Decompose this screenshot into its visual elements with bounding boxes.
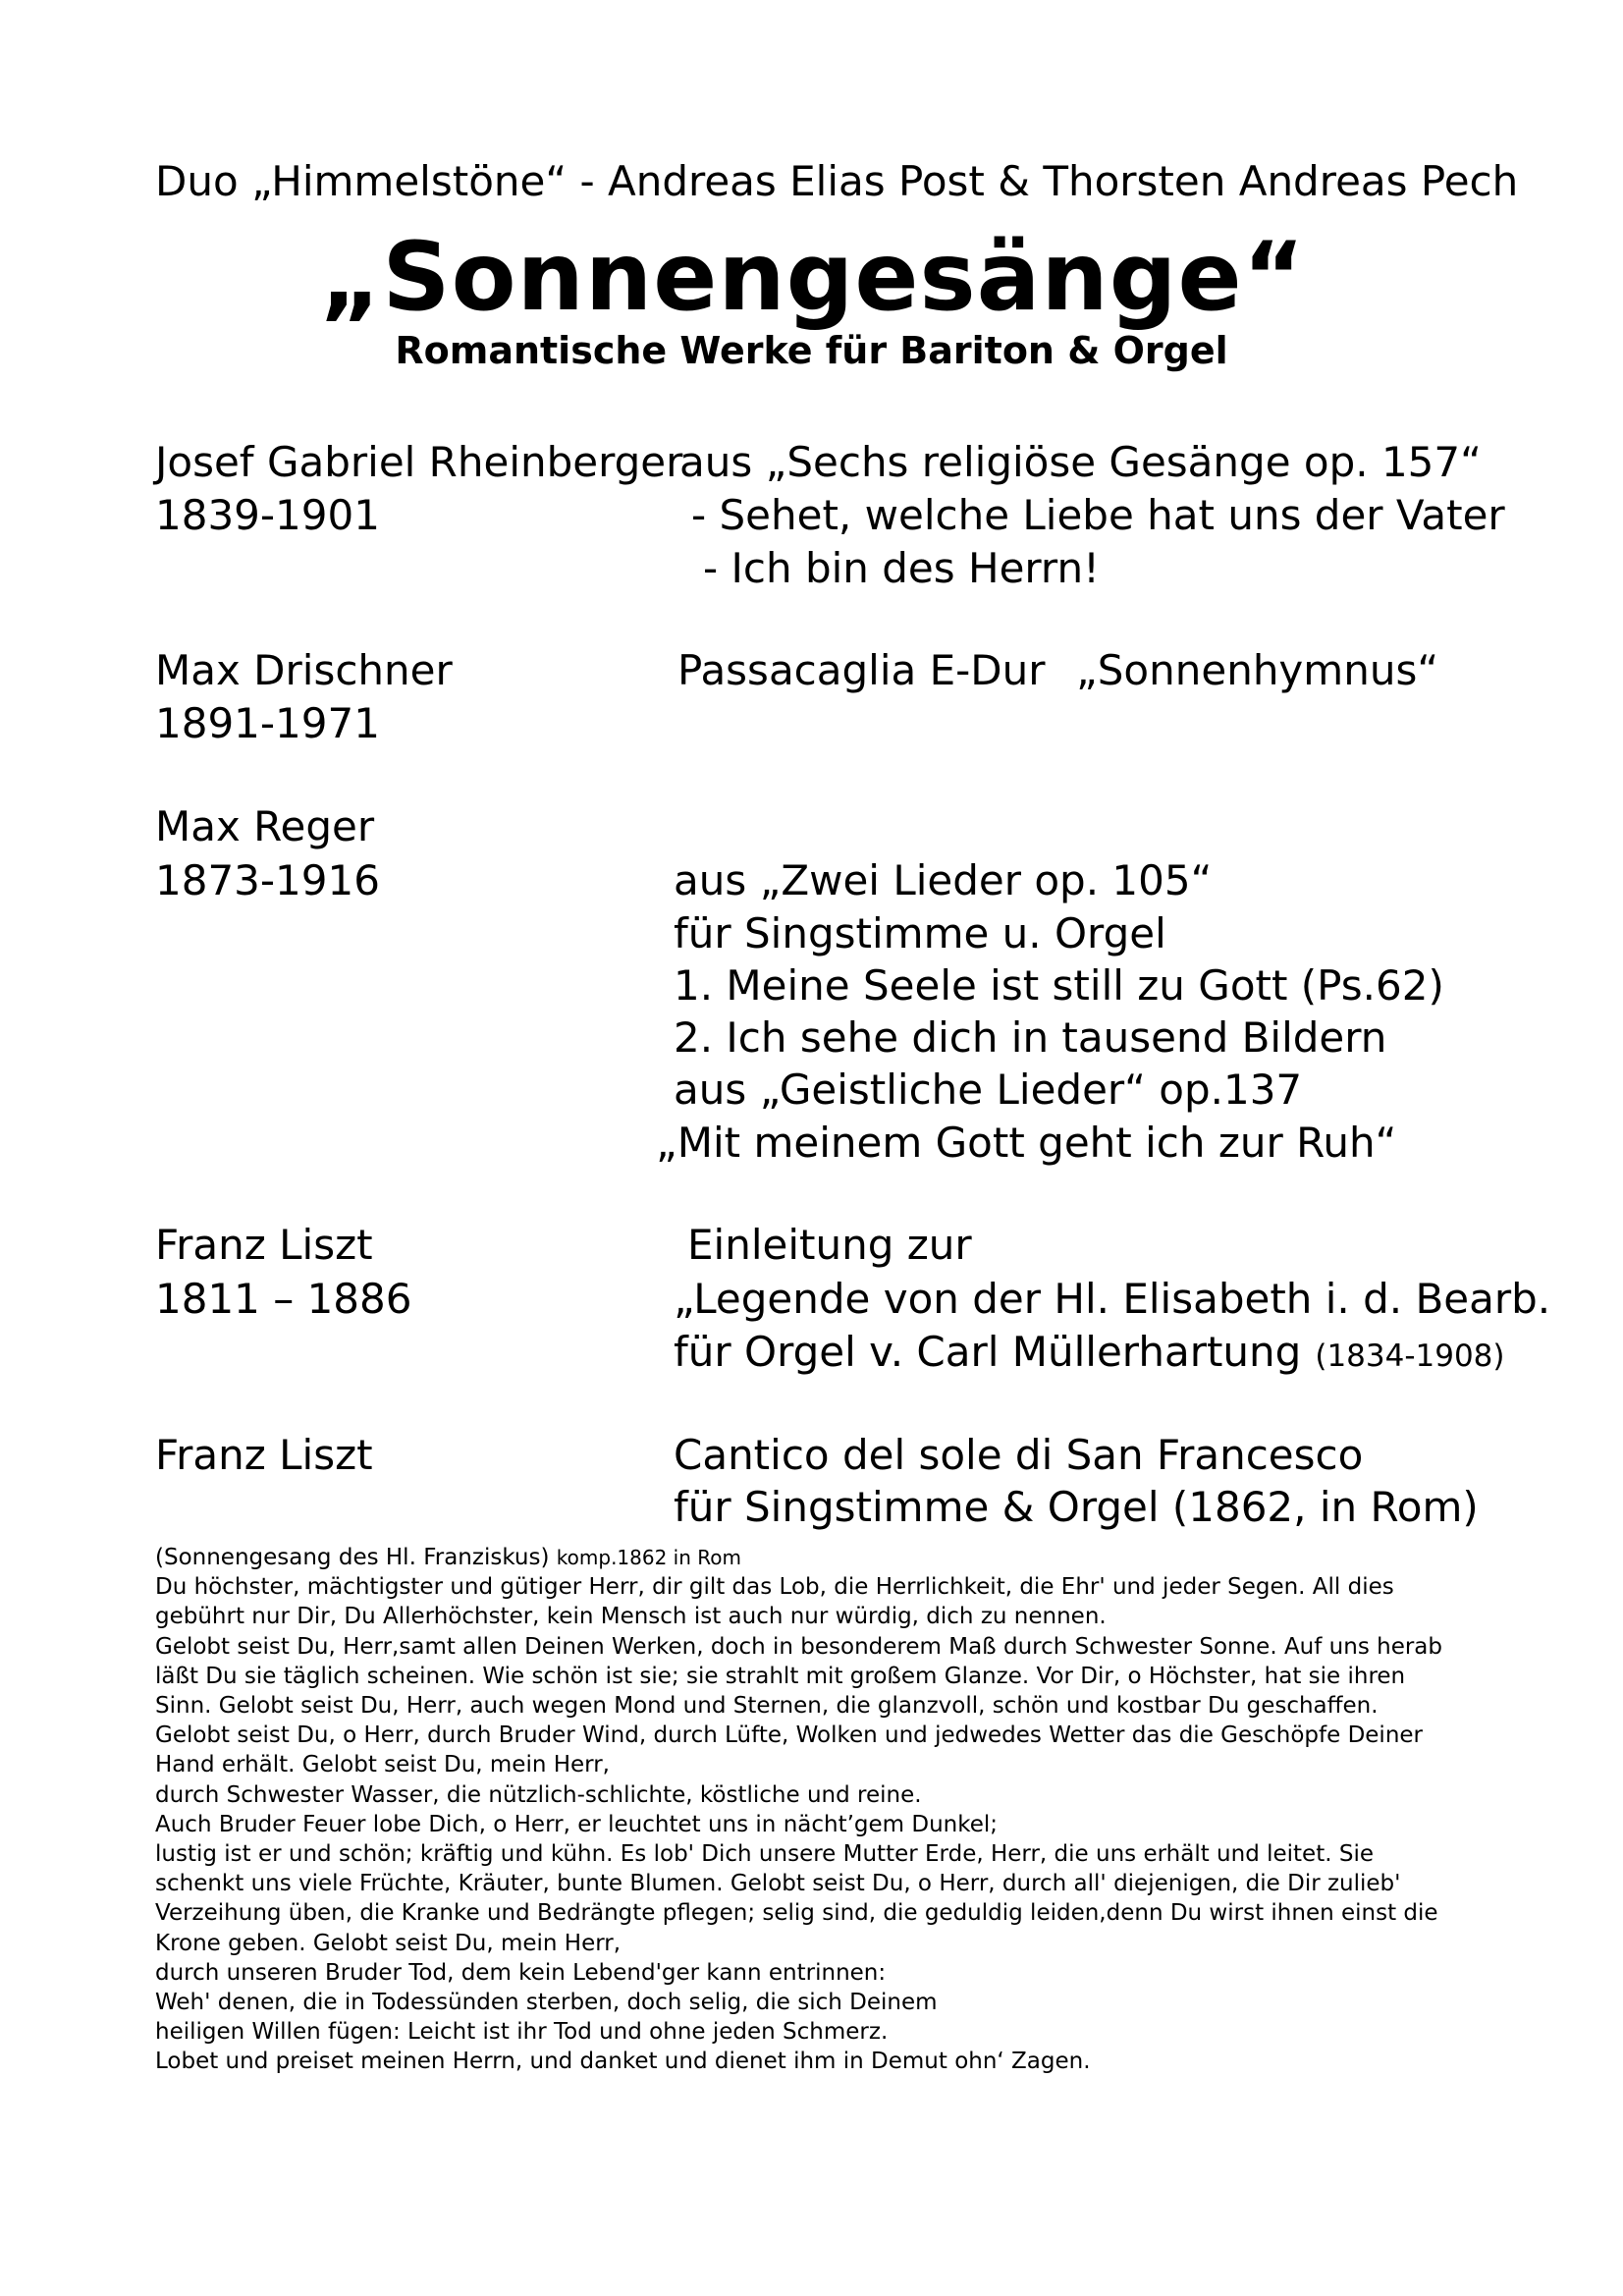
canticle-line: Verzeihung üben, die Kranke und Bedrängte pflegen; selig sind, die geduldig leiden,denn Du wirst ihnen einst die bbox=[155, 1900, 1438, 1927]
piece-reger-2: 2. Ich sehe dich in tausend Bildern bbox=[674, 1013, 1387, 1062]
work-liszt-cantico: Cantico del sole di San Francesco bbox=[674, 1431, 1364, 1479]
canticle-line: Auch Bruder Feuer lobe Dich, o Herr, er leuchtet uns in nächt’gem Dunkel; bbox=[155, 1811, 999, 1837]
work-liszt-elisabeth: Einleitung zur bbox=[687, 1221, 972, 1269]
composer-drischner: Max Drischner bbox=[155, 646, 453, 694]
concert-subtitle: Romantische Werke für Bariton & Orgel bbox=[395, 329, 1228, 372]
composer-reger: Max Reger bbox=[155, 802, 375, 850]
years-rheinberger: 1839-1901 bbox=[155, 491, 380, 539]
canticle-line: Gelobt seist Du, o Herr, durch Bruder Wind, durch Lüfte, Wolken und jedwedes Wetter das die Geschöpfe Deiner bbox=[155, 1722, 1423, 1749]
canticle-line: Hand erhält. Gelobt seist Du, mein Herr, bbox=[155, 1752, 610, 1778]
arrangement-liszt-text: für Orgel v. Carl Müllerhartung bbox=[674, 1328, 1302, 1376]
concert-title bbox=[0, 222, 1623, 332]
canticle-heading bbox=[155, 1543, 1442, 1572]
canticle-line: Krone geben. Gelobt seist Du, mein Herr, bbox=[155, 1930, 622, 1956]
piece-reger-1: 1. Meine Seele ist still zu Gott (Ps.62) bbox=[674, 961, 1444, 1010]
work-reger-op105: aus „Zwei Lieder op. 105“ bbox=[674, 856, 1213, 904]
years-drischner: 1891-1971 bbox=[155, 699, 380, 747]
work-drischner: Passacaglia E-Dur bbox=[677, 646, 1046, 694]
work-drischner-subtitle: „Sonnenhymnus“ bbox=[1076, 646, 1439, 694]
arranger-years: (1834-1908) bbox=[1315, 1339, 1505, 1374]
piece-rheinberger-2: - Ich bin des Herrn! bbox=[703, 544, 1100, 592]
canticle-line: Weh' denen, die in Todessünden sterben, doch selig, die sich Deinem bbox=[155, 1990, 938, 2016]
canticle-line: gebührt nur Dir, Du Allerhöchster, kein Mensch ist auch nur würdig, dich zu nennen. bbox=[155, 1604, 1107, 1630]
canticle-line: Du höchster, mächtigster und gütiger Herr, dir gilt das Lob, die Herrlichkeit, die Ehr' und jeder Segen. All dies bbox=[155, 1574, 1394, 1601]
canticle-line: Sinn. Gelobt seist Du, Herr, auch wegen Mond und Sternen, die glanzvoll, schön und kostbar Du geschaffen. bbox=[155, 1693, 1379, 1720]
work-liszt-elisabeth-line2: „Legende von der Hl. Elisabeth i. d. Bearb. bbox=[674, 1275, 1551, 1323]
composer-liszt-1: Franz Liszt bbox=[155, 1221, 373, 1269]
concert-title-text: „Sonnengesänge“ bbox=[319, 222, 1306, 332]
scoring-reger: für Singstimme u. Orgel bbox=[674, 909, 1166, 957]
composer-liszt-2: Franz Liszt bbox=[155, 1431, 373, 1479]
piece-rheinberger-1: - Sehet, welche Liebe hat uns der Vater bbox=[691, 491, 1505, 539]
canticle-line: Lobet und preiset meinen Herrn, und danket und dienet ihm in Demut ohn‘ Zagen. bbox=[155, 2049, 1091, 2075]
years-reger: 1873-1916 bbox=[155, 856, 380, 904]
years-liszt: 1811 – 1886 bbox=[155, 1275, 412, 1323]
canticle-heading-note: komp.1862 in Rom bbox=[556, 1546, 741, 1569]
ensemble-line: Duo „Himmelstöne“ - Andreas Elias Post & Thorsten Andreas Pech bbox=[155, 157, 1519, 205]
work-rheinberger: aus „Sechs religiöse Gesänge op. 157“ bbox=[679, 438, 1482, 486]
piece-reger-3: „Mit meinem Gott geht ich zur Ruh“ bbox=[656, 1119, 1397, 1167]
canticle-line: heiligen Willen fügen: Leicht ist ihr Tod und ohne jeden Schmerz. bbox=[155, 2019, 889, 2046]
scoring-liszt-cantico: für Singstimme & Orgel (1862, in Rom) bbox=[674, 1483, 1479, 1531]
canticle-line: läßt Du sie täglich scheinen. Wie schön ist sie; sie strahlt mit großem Glanze. Vor Dir, o Höchster, hat sie ihren bbox=[155, 1663, 1406, 1689]
arrangement-liszt bbox=[674, 1328, 1505, 1376]
composer-rheinberger: Josef Gabriel Rheinberger bbox=[155, 438, 683, 486]
work-reger-op137: aus „Geistliche Lieder“ op.137 bbox=[674, 1066, 1303, 1114]
canticle-line: durch unseren Bruder Tod, dem kein Lebend'ger kann entrinnen: bbox=[155, 1959, 887, 1986]
canticle-line: Gelobt seist Du, Herr,samt allen Deinen Werken, doch in besonderem Maß durch Schwester Sonne. Auf uns herab bbox=[155, 1633, 1442, 1660]
canticle-line: schenkt uns viele Früchte, Kräuter, bunte Blumen. Gelobt seist Du, o Herr, durch all' diejenigen, die Dir zulieb' bbox=[155, 1871, 1401, 1897]
canticle-text bbox=[155, 1543, 1442, 2077]
canticle-line: durch Schwester Wasser, die nützlich-schlichte, köstliche und reine. bbox=[155, 1781, 922, 1808]
canticle-line: lustig ist er und schön; kräftig und kühn. Es lob' Dich unsere Mutter Erde, Herr, die uns erhält und leitet. Sie bbox=[155, 1841, 1374, 1868]
canticle-heading-title: (Sonnengesang des Hl. Franziskus) bbox=[155, 1545, 550, 1570]
